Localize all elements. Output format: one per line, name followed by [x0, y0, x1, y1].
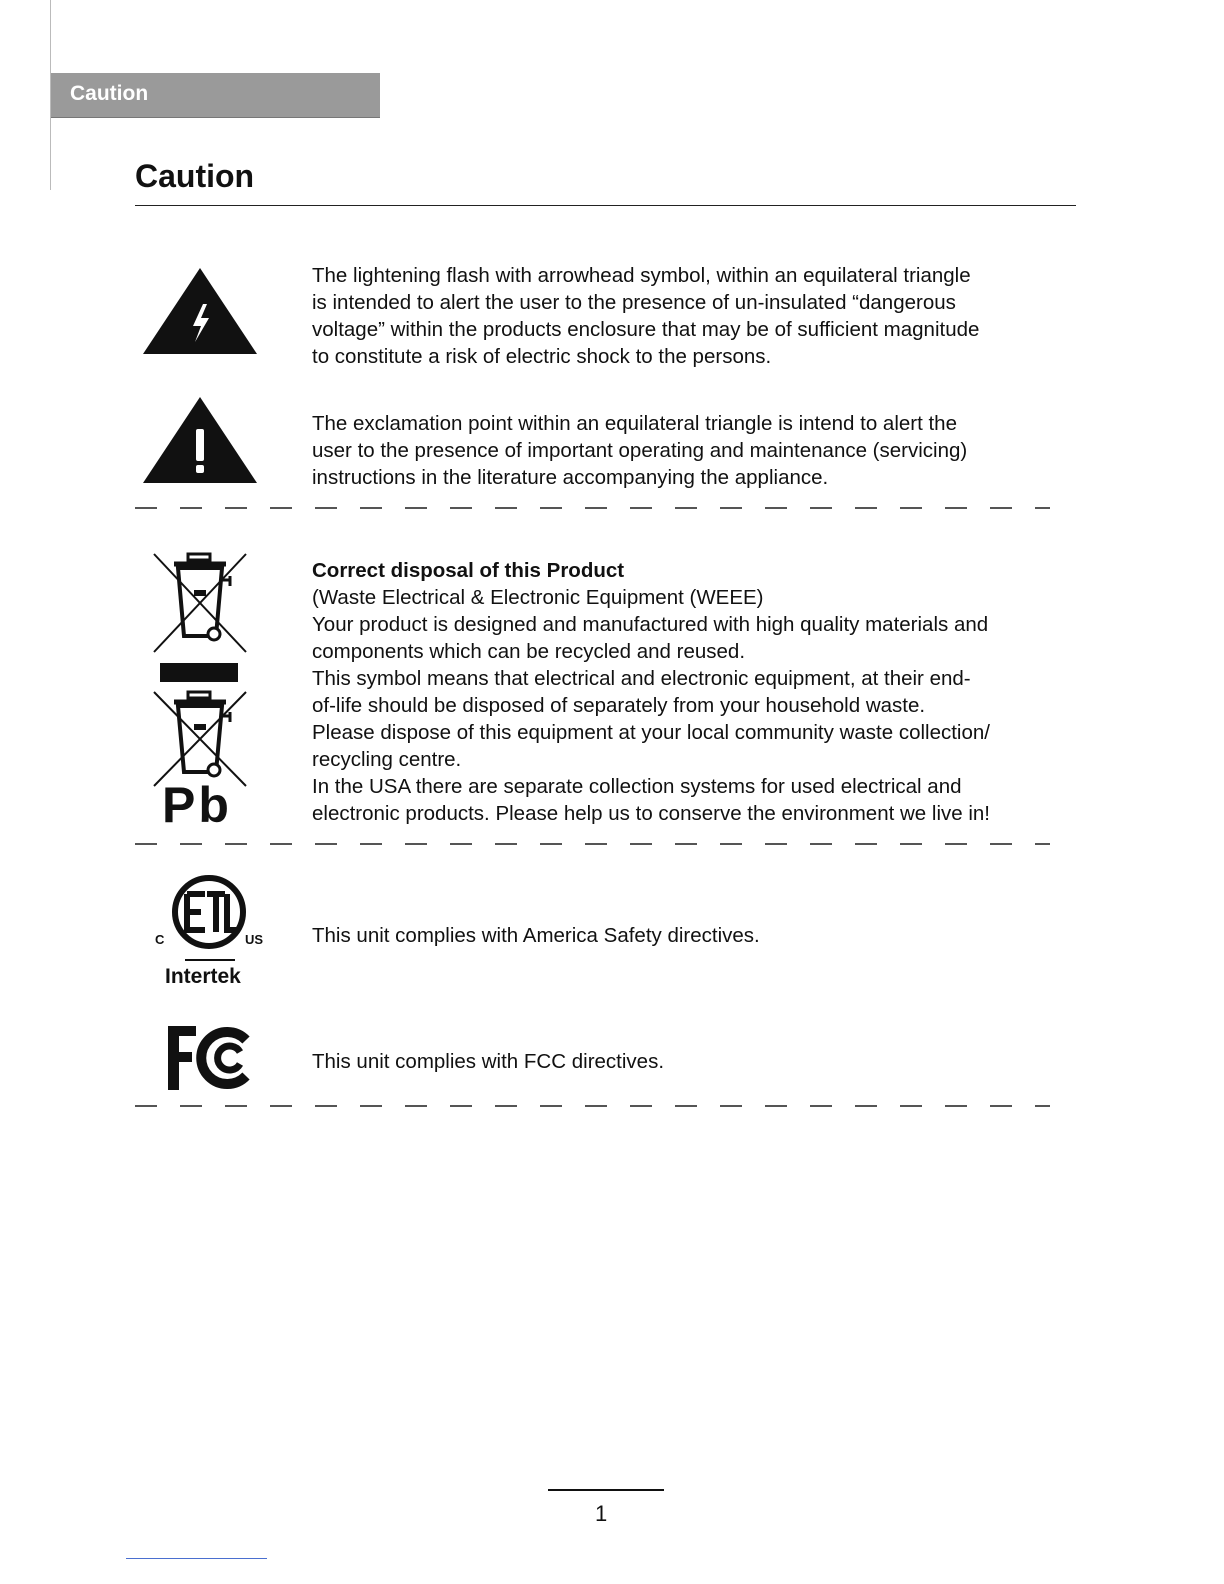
intertek-logo-text: Intertek [165, 965, 241, 988]
page-title: Caution [135, 158, 255, 194]
text-line: The lightening flash with arrowhead symbol, within an equilateral triangle [312, 264, 971, 287]
text-line: user to the presence of important operating and maintenance (servicing) [312, 439, 968, 462]
etl-description [312, 922, 1072, 949]
exclamation-description [312, 410, 1072, 491]
text-line: components which can be recycled and reused. [312, 640, 746, 663]
lightning-warning-triangle-icon [143, 268, 257, 354]
section-tab [51, 73, 380, 118]
etl-listed-mark-icon [155, 874, 267, 966]
text-line: This unit complies with FCC directives. [312, 1050, 665, 1073]
text-line: Please dispose of this equipment at your local community waste collection/ [312, 721, 990, 744]
pb-label: Pb [162, 777, 232, 833]
text-line: voltage” within the products enclosure that may be of sufficient magnitude [312, 318, 980, 341]
fcc-description [312, 1048, 1072, 1075]
title-divider [135, 205, 1076, 206]
text-line: Your product is designed and manufactured with high quality materials and [312, 613, 989, 636]
text-line: In the USA there are separate collection systems for used electrical and [312, 775, 962, 798]
weee-black-bar [160, 663, 238, 682]
section-tab-label: Caution [70, 82, 149, 105]
weee-crossed-bin-icon [150, 550, 250, 660]
dashed-divider [135, 1105, 1050, 1107]
fcc-logo-icon [166, 1024, 256, 1092]
dashed-divider [135, 843, 1050, 845]
text-line: recycling centre. [312, 748, 462, 771]
page-number: 1 [595, 1501, 608, 1526]
bottom-link-rule [126, 1558, 267, 1559]
svg-text:US: US [245, 932, 264, 947]
lightning-description [312, 262, 1072, 370]
svg-text:C: C [155, 932, 165, 947]
text-line: is intended to alert the user to the presence of un-insulated “dangerous [312, 291, 956, 314]
weee-crossed-bin-pb-icon [150, 688, 250, 788]
text-line: electronic products. Please help us to conserve the environment we live in! [312, 802, 991, 825]
exclamation-warning-triangle-icon [143, 397, 257, 483]
text-line: (Waste Electrical & Electronic Equipment (WEEE) [312, 586, 764, 609]
text-line: This symbol means that electrical and electronic equipment, at their end- [312, 667, 971, 690]
footer-rule [548, 1489, 664, 1491]
text-line: to constitute a risk of electric shock to the persons. [312, 345, 772, 368]
disposal-description [312, 557, 1072, 827]
text-line: This unit complies with America Safety directives. [312, 924, 760, 947]
text-line: instructions in the literature accompanying the appliance. [312, 466, 829, 489]
text-line: The exclamation point within an equilateral triangle is intend to alert the [312, 412, 957, 435]
disposal-heading: Correct disposal of this Product [312, 559, 625, 582]
text-line: of-life should be disposed of separately from your household waste. [312, 694, 926, 717]
dashed-divider [135, 507, 1050, 509]
